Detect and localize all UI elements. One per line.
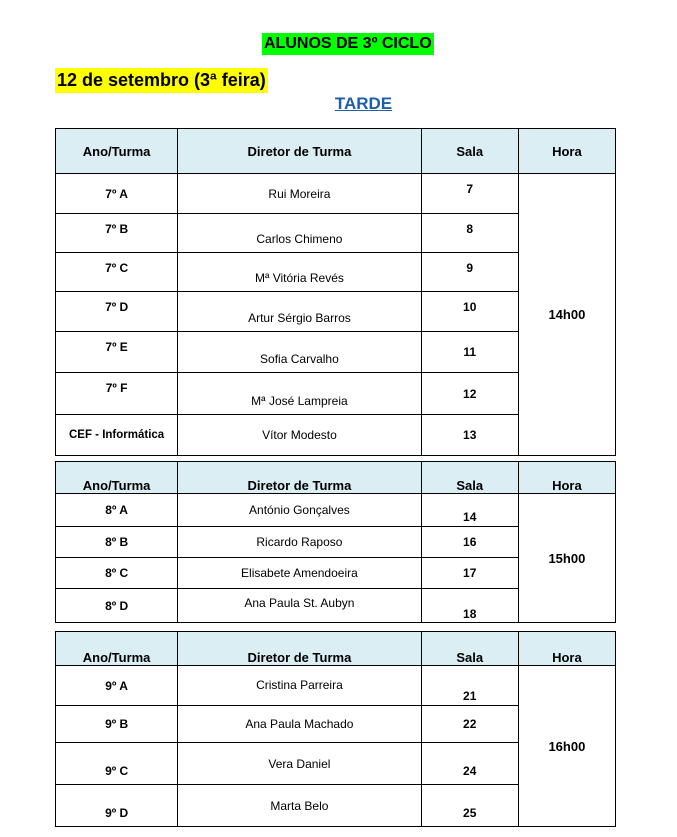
turma-cell: 7º E	[56, 332, 178, 373]
date-heading: 12 de setembro (3ª feira)	[55, 68, 268, 93]
turma-cell: 9º C	[56, 743, 178, 785]
page-title: ALUNOS DE 3º CICLO	[262, 33, 434, 55]
diretor-cell: Carlos Chimeno	[178, 214, 421, 253]
diretor-cell: Artur Sérgio Barros	[178, 292, 421, 332]
sala-cell: 16	[421, 527, 518, 558]
sala-cell: 21	[421, 666, 518, 706]
sala-cell: 13	[421, 415, 518, 456]
table-header-row	[56, 632, 616, 666]
diretor-cell: Cristina Parreira	[178, 666, 421, 706]
hora-cell: 14h00	[518, 174, 615, 456]
diretor-cell: Ricardo Raposo	[178, 527, 421, 558]
turma-cell: 8º B	[56, 527, 178, 558]
turma-cell: 9º A	[56, 666, 178, 706]
table-row	[56, 174, 616, 214]
sala-cell: 10	[421, 292, 518, 332]
diretor-cell: António Gonçalves	[178, 494, 421, 527]
sala-cell: 8	[421, 214, 518, 253]
header-hora: Hora	[518, 632, 615, 666]
table-row	[56, 494, 616, 527]
diretor-cell: Marta Belo	[178, 785, 421, 827]
sala-cell: 18	[421, 589, 518, 623]
schedule-table-8	[55, 461, 616, 623]
schedule-table-9	[55, 631, 616, 827]
diretor-cell: Ana Paula Machado	[178, 706, 421, 743]
turma-cell: 9º B	[56, 706, 178, 743]
turma-cell: 7º D	[56, 292, 178, 332]
header-sala: Sala	[421, 632, 518, 666]
diretor-cell: Mª José Lampreia	[178, 373, 421, 415]
diretor-cell: Vera Daniel	[178, 743, 421, 785]
diretor-cell: Ana Paula St. Aubyn	[178, 589, 421, 623]
header-hora: Hora	[518, 129, 615, 174]
schedule-table-7	[55, 128, 616, 456]
turma-cell: 8º C	[56, 558, 178, 589]
sala-cell: 7	[421, 174, 518, 214]
diretor-cell: Sofia Carvalho	[178, 332, 421, 373]
period-heading: TARDE	[334, 94, 393, 113]
header-diretor: Diretor de Turma	[178, 129, 421, 174]
diretor-cell: Mª Vitória Revés	[178, 253, 421, 292]
header-hora: Hora	[518, 462, 615, 494]
header-diretor: Diretor de Turma	[178, 632, 421, 666]
header-turma: Ano/Turma	[56, 462, 178, 494]
table-header-row	[56, 129, 616, 174]
sala-cell: 17	[421, 558, 518, 589]
turma-cell: 7º A	[56, 174, 178, 214]
sala-cell: 24	[421, 743, 518, 785]
header-sala: Sala	[421, 129, 518, 174]
hora-cell: 16h00	[518, 666, 615, 827]
turma-cell: 7º C	[56, 253, 178, 292]
sala-cell: 25	[421, 785, 518, 827]
turma-cell: 7º B	[56, 214, 178, 253]
table-row	[56, 666, 616, 706]
diretor-cell: Elisabete Amendoeira	[178, 558, 421, 589]
sala-cell: 12	[421, 373, 518, 415]
diretor-cell: Vítor Modesto	[178, 415, 421, 456]
turma-cell: CEF - Informática	[56, 415, 178, 456]
sala-cell: 22	[421, 706, 518, 743]
sala-cell: 9	[421, 253, 518, 292]
header-sala: Sala	[421, 462, 518, 494]
turma-cell: 8º D	[56, 589, 178, 623]
table-header-row	[56, 462, 616, 494]
header-turma: Ano/Turma	[56, 632, 178, 666]
turma-cell: 9º D	[56, 785, 178, 827]
sala-cell: 11	[421, 332, 518, 373]
turma-cell: 8º A	[56, 494, 178, 527]
header-diretor: Diretor de Turma	[178, 462, 421, 494]
turma-cell: 7º F	[56, 373, 178, 415]
sala-cell: 14	[421, 494, 518, 527]
header-turma: Ano/Turma	[56, 129, 178, 174]
hora-cell: 15h00	[518, 494, 615, 623]
diretor-cell: Rui Moreira	[178, 174, 421, 214]
